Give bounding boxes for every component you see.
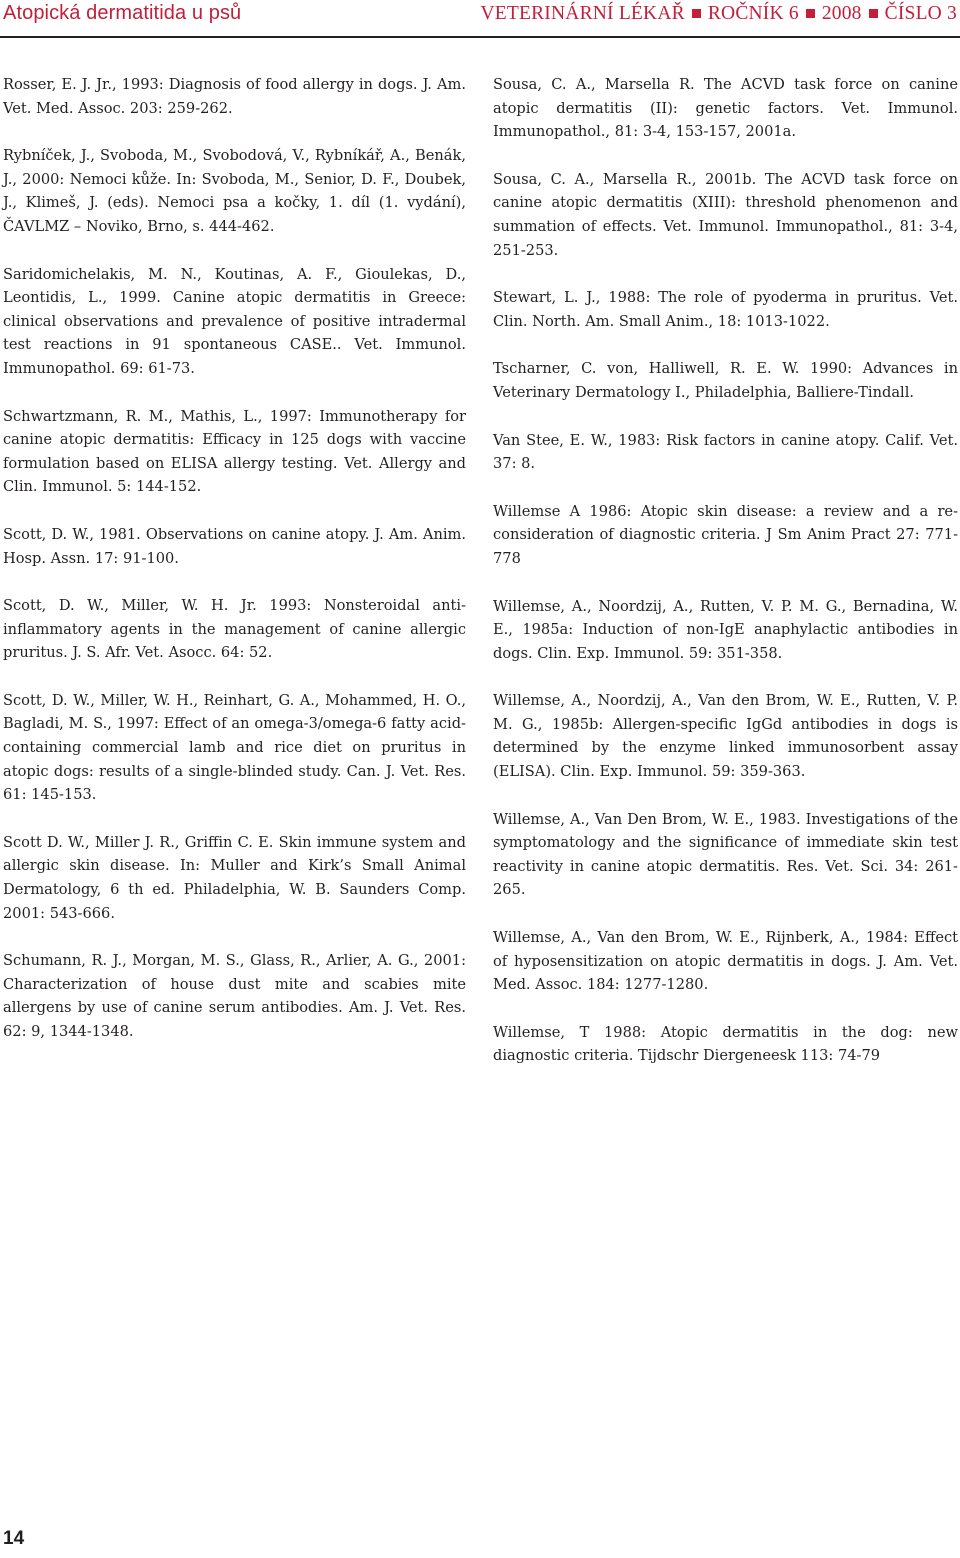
page-number: 14 [3, 1528, 25, 1549]
reference-entry: Schumann, R. J., Morgan, M. S., Glass, R., Arlier, A. G., 2001: Characterization of house dust mite and scabies mite allergens by use of canine serum antibodies. Am. J. Vet. Res. 62: 9, 1344-1348. [3, 952, 466, 1040]
reference-entry: Saridomichelakis, M. N., Koutinas, A. F., Gioulekas, D., Leontidis, L., 1999. Canine atopic dermatitis in Greece: clinical observations and prevalence of positive intradermal test reactions in 91 spontaneous CASE.. Vet. Immunol. Immunopathol. 69: 61-73. [3, 265, 466, 377]
reference-entry: Willemse, A., Noordzij, A., Van den Brom, W. E., Rutten, V. P. M. G., 1985b: Allergen-specific IgGd antibodies in dogs is determined by the enzyme linked immunosorbent assay (ELISA). Clin. Exp. Immunol. 59: 359-363. [493, 692, 958, 781]
year: 2008 [821, 3, 862, 24]
separator-square-icon [869, 9, 878, 18]
reference-entry: Scott, D. W., Miller, W. H., Reinhart, G. A., Mohammed, H. O., Bagladi, M. S., 1997: Effect of an omega-3/omega-6 fatty acid-containing commercial lamb and rice diet on pruritus in atopic dogs: results of a single-blinded study. Can. J. Vet. Res. 61: 145-153. [3, 691, 466, 804]
running-title: Atopická dermatitida u psů [3, 2, 242, 24]
reference-entry: Sousa, C. A., Marsella R. The ACVD task force on canine atopic dermatitis (II): genetic factors. Vet. Immunol. Immunopathol., 81: 3-4, 153-157, 2001a. [493, 76, 958, 141]
reference-entry: Tscharner, C. von, Halliwell, R. E. W. 1990: Advances in Veterinary Dermatology I., Philadelphia, Balliere-Tindall. [493, 360, 958, 401]
journal-info [480, 3, 957, 25]
reference-entry: Sousa, C. A., Marsella R., 2001b. The ACVD task force on canine atopic dermatitis (XIII): threshold phenomenon and summation of effects. Vet. Immunol. Immunopathol., 81: 3-4, 251-253. [493, 170, 958, 259]
references-left-column [3, 73, 466, 1068]
volume: ROČNÍK 6 [707, 3, 799, 24]
reference-entry: Scott D. W., Miller J. R., Griffin C. E. Skin immune system and allergic skin disease. In: Muller and Kirk’s Small Animal Dermatology, 6 th ed. Philadelphia, W. B. Saunders Comp. 2001: 543-666. [3, 833, 466, 922]
separator-square-icon [806, 9, 815, 18]
reference-entry: Van Stee, E. W., 1983: Risk factors in canine atopy. Calif. Vet. 37: 8. [493, 431, 958, 473]
reference-entry: Scott, D. W., 1981. Observations on canine atopy. J. Am. Anim. Hosp. Assn. 17: 91-100. [3, 525, 466, 567]
journal-name: VETERINÁRNÍ LÉKAŘ [480, 3, 685, 24]
reference-entry: Willemse, T 1988: Atopic dermatitis in the dog: new diagnostic criteria. Tijdschr Diergeneesk 113: 74-79 [493, 1023, 958, 1065]
reference-entry: Schwartzmann, R. M., Mathis, L., 1997: Immunotherapy for canine atopic dermatitis: Efficacy in 125 dogs with vaccine formulation based on ELISA allergy testing. Vet. Allergy and Clin. Immunol. 5: 144-152. [3, 407, 466, 496]
reference-entry: Scott, D. W., Miller, W. H. Jr. 1993: Nonsteroidal anti-inflammatory agents in the management of canine allergic pruritus. J. S. Afr. Vet. Asocc. 64: 52. [3, 597, 466, 662]
reference-entry: Willemse, A., Van Den Brom, W. E., 1983. Investigations of the symptomatology and the significance of immediate skin test reactivity in canine atopic dermatitis. Res. Vet. Sci. 34: 261-265. [493, 810, 958, 899]
separator-square-icon [692, 9, 701, 18]
reference-entry: Rybníček, J., Svoboda, M., Svobodová, V., Rybníkář, A., Benák, J., 2000: Nemoci kůže. In: Svoboda, M., Senior, D. F., Doubek, J., Klimeš, J. (eds). Nemoci psa a kočky, 1. díl (1. vydání), ČAVLMZ – Noviko, Brno, s. 444-462. [3, 147, 466, 235]
header-divider [0, 36, 960, 38]
reference-entry: Willemse, A., Van den Brom, W. E., Rijnberk, A., 1984: Effect of hyposensitization on atopic dermatitis in dogs. J. Am. Vet. Med. Assoc. 184: 1277-1280. [493, 929, 958, 994]
issue: ČÍSLO 3 [884, 3, 957, 24]
page-header [0, 0, 960, 40]
reference-entry: Willemse, A., Noordzij, A., Rutten, V. P. M. G., Bernadina, W. E., 1985a: Induction of non-IgE anaphylactic antibodies in dogs. Clin. Exp. Immunol. 59: 351-358. [493, 597, 958, 662]
references-right-column [493, 73, 958, 1092]
reference-entry: Rosser, E. J. Jr., 1993: Diagnosis of food allergy in dogs. J. Am. Vet. Med. Assoc. 203: 259-262. [3, 76, 466, 117]
reference-entry: Stewart, L. J., 1988: The role of pyoderma in pruritus. Vet. Clin. North. Am. Small Anim., 18: 1013-1022. [493, 289, 958, 330]
reference-entry: Willemse A 1986: Atopic skin disease: a review and a re-consideration of diagnostic criteria. J Sm Anim Pract 27: 771-778 [493, 502, 958, 567]
